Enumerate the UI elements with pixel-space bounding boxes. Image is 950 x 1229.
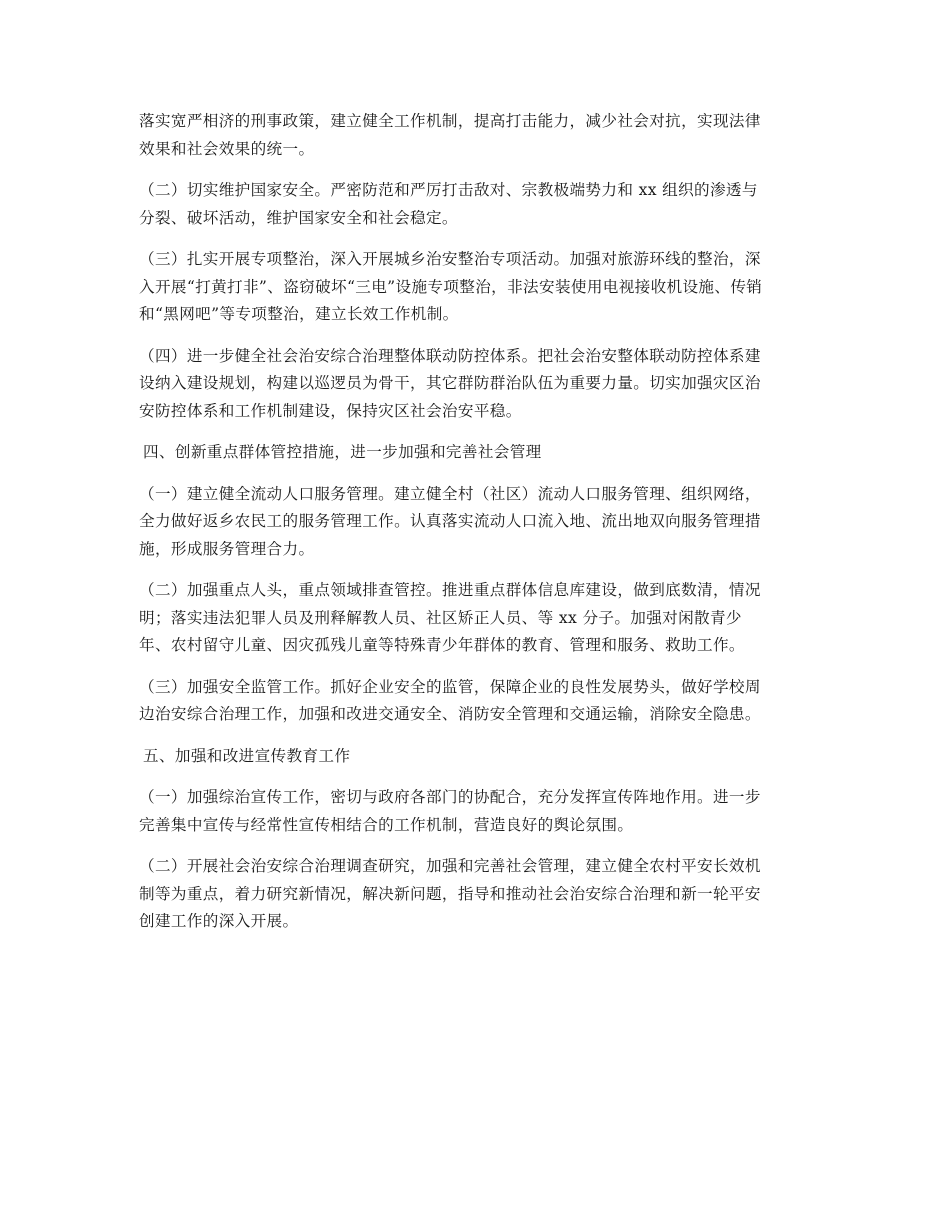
- paragraph-publicity: [139, 784, 813, 839]
- text-line: 施，形成服务管理合力。: [139, 539, 315, 558]
- paragraph-floating-population: [139, 481, 813, 564]
- text-line: 全力做好返乡农民工的服务管理工作。认真落实流动人口流入地、流出地双向服务管理措: [139, 512, 761, 530]
- paragraph-safety-supervision: [139, 674, 813, 729]
- text-line: （四）进一步健全社会治安综合治理整体联动防控体系。把社会治安整体联动防控体系建: [139, 346, 761, 365]
- text-line: 完善集中宣传与经常性宣传相结合的工作机制，营造良好的舆论氛围。: [139, 815, 634, 834]
- text-line: 明；落实违法犯罪人员及刑释解教人员、社区矫正人员、等 xx 分子。加强对闲散青少: [139, 608, 742, 627]
- text-line: 入开展“打黄打非”、盗窃破坏“三电”设施专项整治，非法安装使用电视接收机设施、传销: [139, 277, 763, 296]
- text-line: 创建工作的深入开展。: [139, 912, 299, 930]
- section-heading-5: [139, 743, 813, 771]
- text-line: 边治安综合治理工作，加强和改进交通安全、消防安全管理和交通运输，消除安全隐患。: [139, 705, 761, 723]
- text-line: （三）扎实开展专项整治，深入开展城乡治安整治专项活动。加强对旅游环线的整治，深: [139, 250, 761, 268]
- text-line: （二）开展社会治安综合治理调查研究，加强和完善社会管理，建立健全农村平安长效机: [139, 857, 761, 875]
- text-line: 和“黑网吧”等专项整治，建立长效工作机制。: [139, 305, 459, 323]
- text-line: （二）切实维护国家安全。严密防范和严厉打击敌对、宗教极端势力和 xx 组织的渗透与: [139, 181, 758, 199]
- section-heading-4: [139, 439, 813, 467]
- text-line: （三）加强安全监管工作。抓好企业安全的监管，保障企业的良性发展势头，做好学校周: [139, 677, 761, 696]
- text-line: （一）建立健全流动人口服务管理。建立健全村（社区）流动人口服务管理、组织网络，: [139, 484, 761, 503]
- text-line: 安防控体系和工作机制建设，保持灾区社会治安平稳。: [139, 401, 522, 420]
- text-line: 年、农村留守儿童、因灾孤残儿童等特殊青少年群体的教育、管理和服务、救助工作。: [139, 636, 745, 654]
- text-line: （二）加强重点人头，重点领域排查管控。推进重点群体信息库建设，做到底数清，情况: [139, 581, 761, 599]
- heading-text: 四、创新重点群体管控措施，进一步加强和完善社会管理: [143, 443, 542, 461]
- text-line: （一）加强综治宣传工作，密切与政府各部门的协配合，充分发挥宣传阵地作用。进一步: [139, 788, 761, 806]
- text-line: 分裂、破坏活动，维护国家安全和社会稳定。: [139, 208, 458, 227]
- heading-text: 五、加强和改进宣传教育工作: [143, 746, 351, 765]
- paragraph-national-security: [139, 177, 813, 232]
- document-body: [139, 108, 813, 950]
- paragraph-research: [139, 853, 813, 936]
- paragraph-key-groups: [139, 577, 813, 660]
- paragraph-prevention-system: [139, 343, 813, 426]
- paragraph-criminal-policy: [139, 108, 813, 163]
- text-line: 设纳入建设规划，构建以巡逻员为骨干，其它群防群治队伍为重要力量。切实加强灾区治: [139, 374, 761, 392]
- paragraph-special-rectification: [139, 246, 813, 329]
- text-line: 制等为重点，着力研究新情况，解决新问题，指导和推动社会治安综合治理和新一轮平安: [139, 884, 761, 903]
- text-line: 落实宽严相济的刑事政策，建立健全工作机制，提高打击能力，减少社会对抗，实现法律: [139, 112, 761, 130]
- text-line: 效果和社会效果的统一。: [139, 139, 315, 158]
